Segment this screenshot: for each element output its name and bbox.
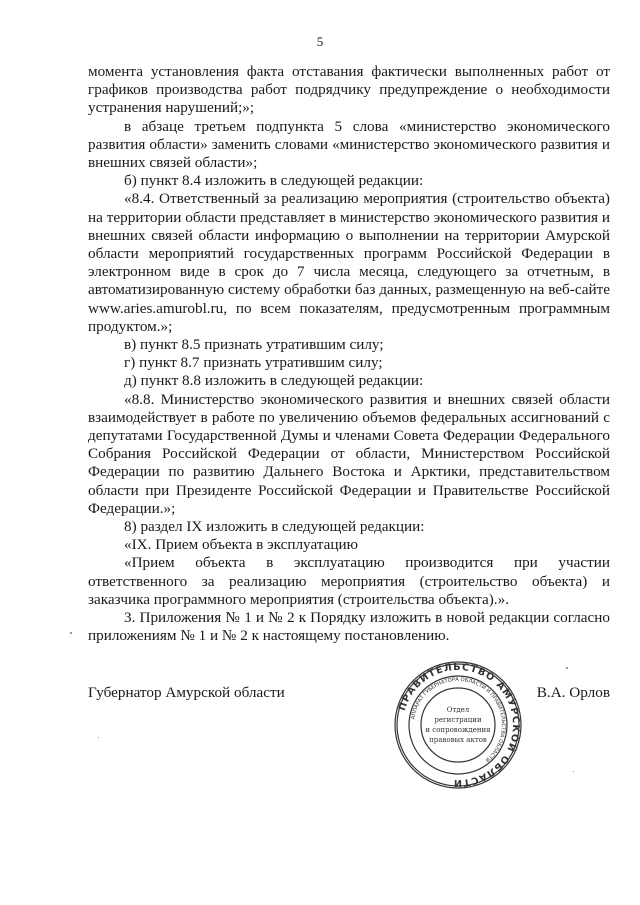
stamp-center-line: регистрации bbox=[434, 716, 482, 724]
scan-speck bbox=[98, 737, 99, 738]
stamp-center-line: правовых актов bbox=[429, 736, 487, 744]
paragraph: г) пункт 8.7 признать утратившим силу; bbox=[124, 354, 383, 372]
paragraph: 8) раздел IX изложить в следующей редакции: bbox=[124, 518, 425, 536]
scan-speck bbox=[70, 632, 72, 634]
paragraph: д) пункт 8.8 изложить в следующей редакции: bbox=[124, 372, 424, 390]
signatory-name: В.А. Орлов bbox=[536, 684, 610, 701]
paragraph: в абзаце третьем подпункта 5 слова «министерство экономического развития области» заменить словами «министерство экономического развития и внешних связей области»; bbox=[88, 117, 610, 172]
paragraph: б) пункт 8.4 изложить в следующей редакции: bbox=[124, 172, 424, 190]
stamp-outer-text: ПРАВИТЕЛЬСТВО АМУРСКОЙ ОБЛАСТИ bbox=[396, 661, 522, 789]
paragraph: 3. Приложения № 1 и № 2 к Порядку изложить в новой редакции согласно приложениям № 1 и № 2 к настоящему постановлению. bbox=[88, 609, 610, 645]
paragraph: «8.8. Министерство экономического развития и внешних связей области взаимодействует в работе по увеличению объемов федеральных ассигнований с депутатами Государственной Думы и членами Совета Федерации Федерального Собрания Российской Федерации от области, Министерством Российской Федерации по развитию Дальнего Востока и Арктики, представительством области при Президенте Российской Федерации и Правительстве Российской Федерации.»; bbox=[88, 390, 610, 517]
document-body bbox=[88, 63, 610, 646]
scan-speck bbox=[566, 667, 568, 669]
stamp-center-line: и сопровождения bbox=[425, 726, 491, 734]
paragraph: в) пункт 8.5 признать утратившим силу; bbox=[124, 336, 384, 354]
signatory-title: Губернатор Амурской области bbox=[88, 684, 285, 701]
paragraph: «IX. Прием объекта в эксплуатацию bbox=[124, 536, 358, 554]
stamp-center-line: Отдел bbox=[446, 706, 470, 714]
page-number: 5 bbox=[316, 34, 324, 49]
official-stamp bbox=[393, 660, 523, 790]
stamp-inner-text: АППАРАТ ГУБЕРНАТОРА ОБЛАСТИ И ПРАВИТЕЛЬСТВА ОБЛАСТИ bbox=[410, 676, 507, 763]
paragraph: «8.4. Ответственный за реализацию мероприятия (строительство объекта) на территории области представляет в министерство экономического развития и внешних связей области информацию о выполнении на территории Амурской области мероприятий государственных программ Российской Федерации в электронном виде в срок до 7 числа месяца, следующего за отчетным, в автоматизированную систему обработки баз данных, размещенную на веб-сайте www.aries.amurobl.ru, по всем показателям, предусмотренным программным продуктом.»; bbox=[88, 190, 610, 335]
paragraph: момента установления факта отставания фактически выполненных работ от графиков производства работ подрядчику предупреждение о необходимости устранения нарушений;»; bbox=[88, 63, 610, 117]
paragraph: «Прием объекта в эксплуатацию производится при участии ответственного за реализацию мероприятия (строительство объекта) и заказчика программного мероприятия (строительства объекта).». bbox=[88, 554, 610, 608]
scan-speck bbox=[573, 771, 574, 772]
